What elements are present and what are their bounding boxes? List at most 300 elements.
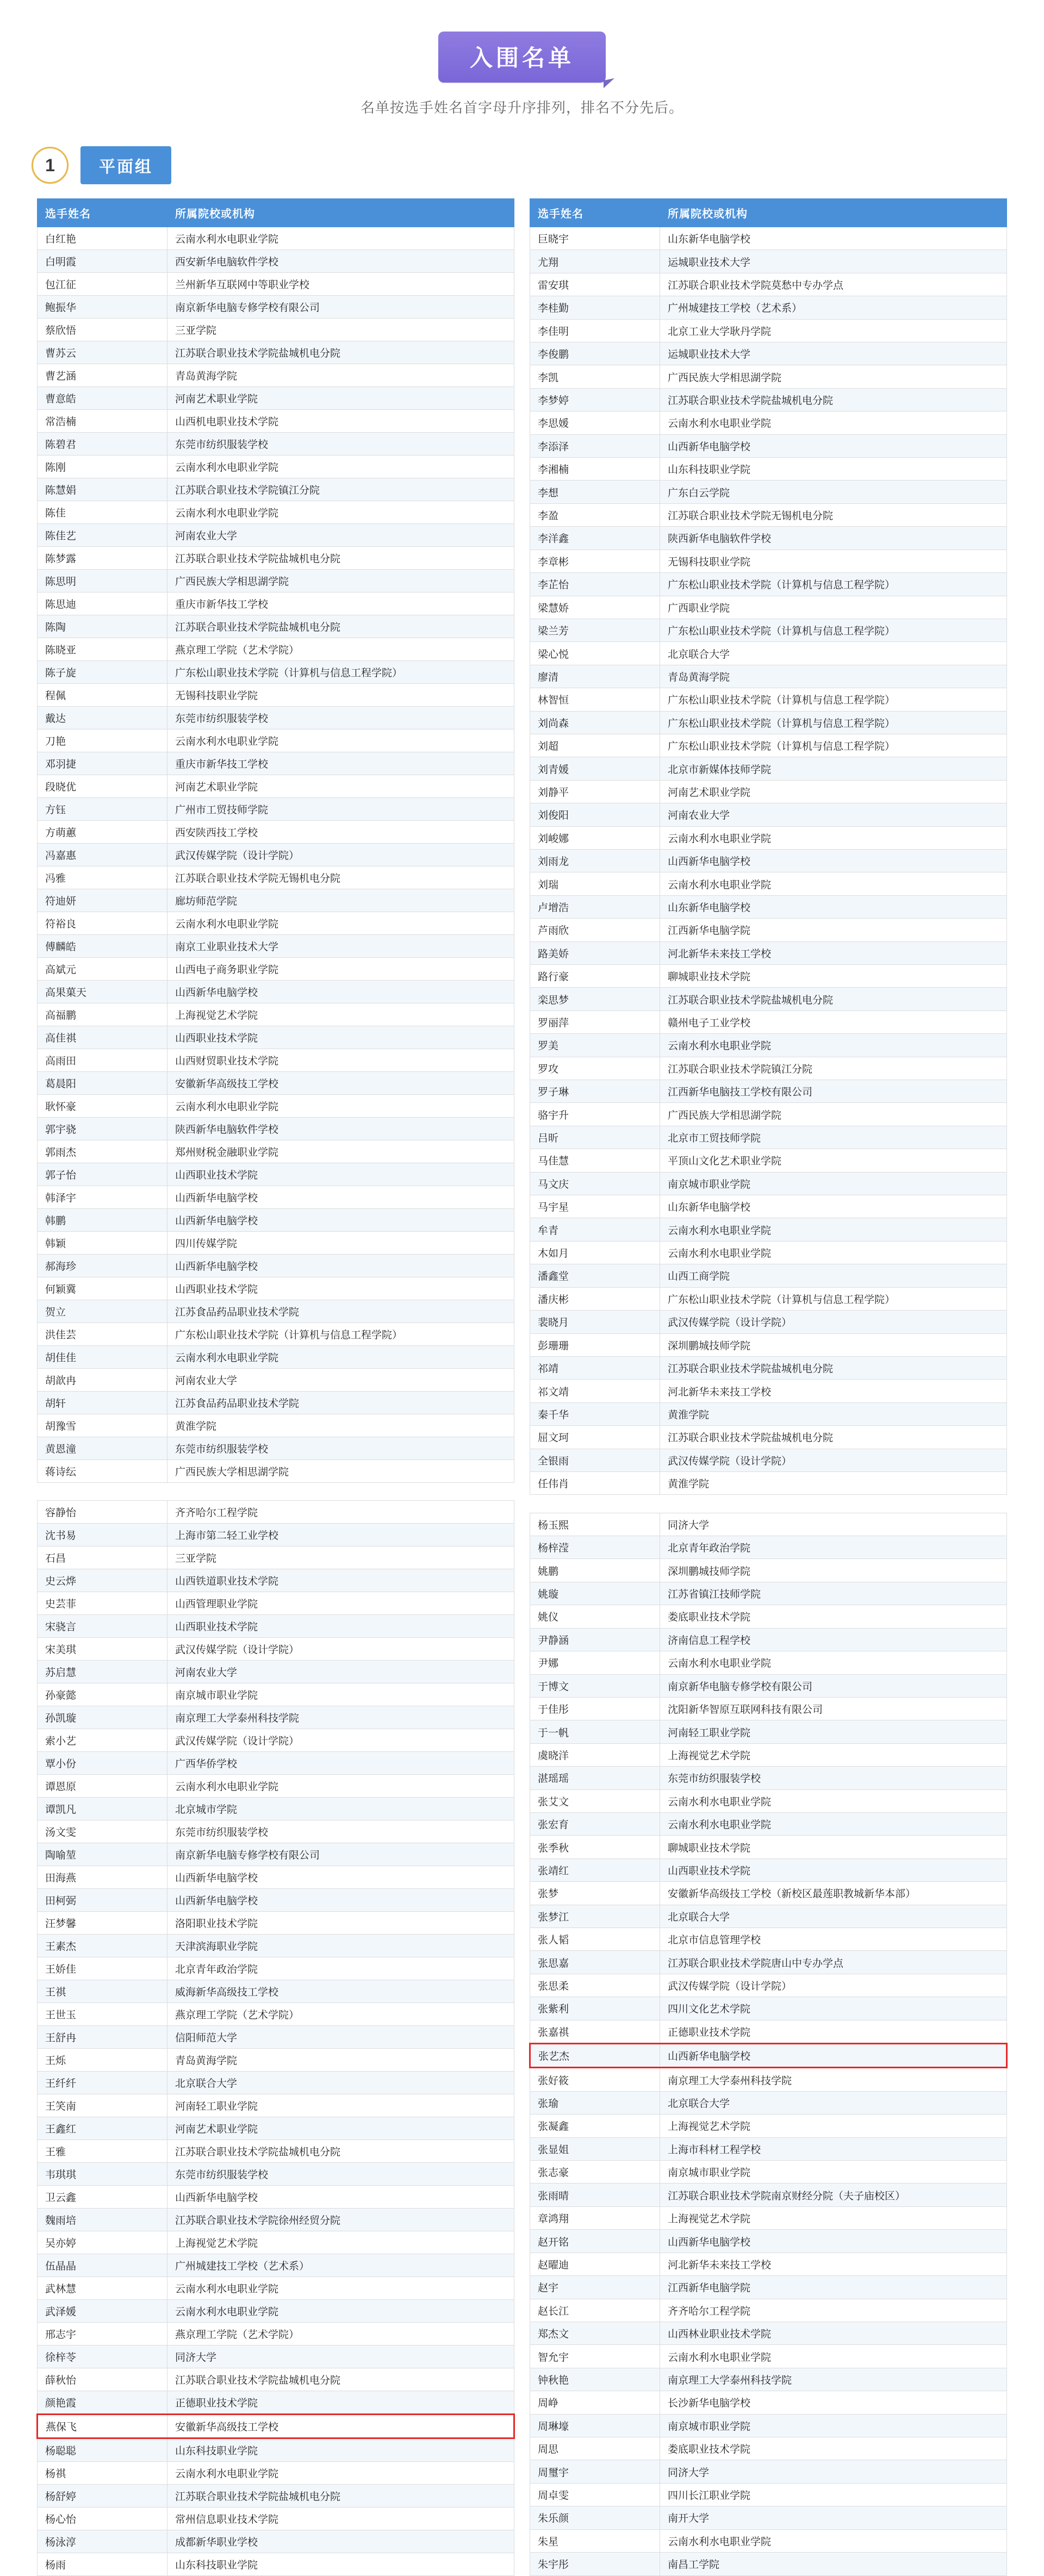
table-row — [38, 1118, 514, 1140]
cell-org: 东莞市纺织服装学校 — [167, 1820, 514, 1843]
cell-name: 马佳慧 — [530, 1149, 660, 1172]
cell-org: 云南水利水电职业学院 — [167, 1346, 514, 1369]
cell-org: 上海视觉艺术学院 — [660, 1743, 1007, 1766]
table-row — [38, 2300, 514, 2323]
cell-name: 张宏育 — [530, 1812, 660, 1835]
cell-name: 田柯弼 — [38, 1889, 167, 1912]
table-row — [530, 1951, 1007, 1974]
table-row — [38, 1752, 514, 1775]
cell-name: 屈文珂 — [530, 1426, 660, 1449]
table-row — [38, 638, 514, 661]
cell-name: 王笑南 — [38, 2094, 167, 2117]
cell-org: 黄淮学院 — [660, 1471, 1007, 1494]
cell-org: 安徽新华高级技工学校（新校区最莲职教城新华本部） — [660, 1882, 1007, 1905]
table-row — [38, 2277, 514, 2300]
table-row — [530, 2161, 1007, 2184]
cell-org: 云南水利水电职业学院 — [660, 872, 1007, 895]
table-row — [38, 1935, 514, 1957]
cell-org: 云南水利水电职业学院 — [660, 1218, 1007, 1241]
cell-org: 山西新华电脑学校 — [167, 1889, 514, 1912]
table-row — [530, 619, 1007, 641]
table-row — [530, 642, 1007, 665]
table-row — [530, 481, 1007, 503]
table-row — [38, 1346, 514, 1369]
cell-name: 汪梦馨 — [38, 1912, 167, 1935]
cell-org: 云南水利水电职业学院 — [167, 912, 514, 935]
table-row — [38, 2346, 514, 2368]
table-row — [530, 2506, 1007, 2529]
cell-org: 山西林业职业技术学院 — [660, 2322, 1007, 2344]
cell-org: 江西新华电脑学院 — [660, 919, 1007, 941]
cell-org: 陕西新华电脑软件学校 — [167, 1118, 514, 1140]
table-row — [38, 1729, 514, 1752]
cell-name: 李想 — [530, 481, 660, 503]
cell-org: 河北新华未来技工学校 — [660, 1380, 1007, 1402]
cell-name: 容静怡 — [38, 1501, 167, 1524]
table-row — [38, 547, 514, 570]
cell-org: 赣州电子工业学校 — [660, 1011, 1007, 1033]
cell-org: 云南水利水电职业学院 — [660, 1789, 1007, 1812]
cell-name: 虞晓洋 — [530, 1743, 660, 1766]
cell-org: 山西新华电脑学校 — [167, 1255, 514, 1277]
cell-org: 江苏联合职业技术学院唐山中专办学点 — [660, 1951, 1007, 1974]
table-row — [38, 1026, 514, 1049]
cell-name: 廖清 — [530, 665, 660, 688]
cell-org: 沈阳新华智原互联网科技有限公司 — [660, 1697, 1007, 1720]
cell-name: 耿怀豪 — [38, 1095, 167, 1118]
table-header-row — [530, 199, 1007, 227]
roster-body-right — [530, 227, 1007, 2576]
table-row — [530, 919, 1007, 941]
cell-name: 段晓优 — [38, 775, 167, 798]
cell-name: 陈刚 — [38, 456, 167, 478]
cell-name: 魏雨培 — [38, 2209, 167, 2231]
table-row — [530, 365, 1007, 388]
cell-org: 无锡科技职业学院 — [167, 684, 514, 707]
cell-org: 北京青年政治学院 — [167, 1957, 514, 1980]
group-number-badge: 1 — [32, 147, 69, 184]
table-row — [38, 296, 514, 319]
table-row — [38, 1255, 514, 1277]
table-row — [38, 478, 514, 501]
table-row — [530, 757, 1007, 780]
cell-name: 武泽媛 — [38, 2300, 167, 2323]
cell-org: 南京城市职业学院 — [660, 2414, 1007, 2437]
cell-name: 张凝鑫 — [530, 2115, 660, 2137]
table-row — [38, 1775, 514, 1798]
table-row — [38, 2209, 514, 2231]
cell-name: 鲍振华 — [38, 296, 167, 319]
cell-name: 王雅 — [38, 2140, 167, 2163]
page-subtitle: 名单按选手姓名首字母升序排列，排名不分先后。 — [360, 99, 683, 116]
cell-org: 北京城市学院 — [167, 1798, 514, 1820]
table-row — [530, 1882, 1007, 1905]
cell-org: 黄淮学院 — [167, 1414, 514, 1437]
cell-org: 燕京理工学院（艺术学院） — [167, 2003, 514, 2026]
table-row — [530, 1011, 1007, 1033]
cell-name: 葛晨阳 — [38, 1072, 167, 1095]
table-row — [530, 2091, 1007, 2114]
table-row — [38, 1980, 514, 2003]
table-row — [38, 1706, 514, 1729]
cell-name: 杨祺 — [38, 2462, 167, 2485]
cell-org: 廊坊师范学院 — [167, 889, 514, 912]
table-row — [38, 1546, 514, 1569]
cell-org: 云南水利水电职业学院 — [167, 2300, 514, 2323]
cell-org: 江苏联合职业技术学院盐城机电分院 — [167, 2368, 514, 2391]
cell-org: 东莞市纺织服装学校 — [167, 1437, 514, 1460]
cell-org: 河南艺术职业学院 — [167, 775, 514, 798]
table-row — [38, 456, 514, 478]
cell-name: 于一帆 — [530, 1720, 660, 1743]
table-row — [530, 2299, 1007, 2322]
column-header-org: 所属院校或机构 — [660, 199, 1007, 227]
table-row — [38, 615, 514, 638]
table-row — [38, 2485, 514, 2508]
table-row — [38, 1414, 514, 1437]
cell-name: 洪佳芸 — [38, 1323, 167, 1346]
table-row — [38, 1186, 514, 1209]
cell-name: 刘尚森 — [530, 711, 660, 734]
cell-name: 朱星 — [530, 2529, 660, 2552]
cell-name: 杨聪聪 — [38, 2438, 167, 2462]
table-row — [530, 988, 1007, 1011]
cell-org: 江苏联合职业技术学院盐城机电分院 — [167, 547, 514, 570]
table-row — [38, 1524, 514, 1546]
cell-org: 江苏联合职业技术学院盐城机电分院 — [660, 388, 1007, 411]
table-row — [38, 1003, 514, 1026]
cell-org: 南京新华电脑专修学校有限公司 — [167, 1843, 514, 1866]
table-row — [38, 2415, 514, 2438]
cell-org: 河北新华未来技工学校 — [660, 941, 1007, 964]
cell-org: 上海视觉艺术学院 — [167, 2231, 514, 2254]
cell-name: 周思 — [530, 2437, 660, 2460]
table-row — [38, 2368, 514, 2391]
cell-org: 北京市工贸技师学院 — [660, 1126, 1007, 1149]
cell-org: 三亚学院 — [167, 319, 514, 341]
cell-org: 云南水利水电职业学院 — [167, 2462, 514, 2485]
cell-name: 李俊鹏 — [530, 342, 660, 365]
table-row — [38, 1866, 514, 1889]
cell-org: 山西管理职业学院 — [167, 1592, 514, 1615]
cell-name: 吕昕 — [530, 1126, 660, 1149]
table-row — [38, 752, 514, 775]
table-row — [530, 2368, 1007, 2391]
cell-name: 张好筱 — [530, 2068, 660, 2091]
table-row — [38, 2072, 514, 2094]
cell-name: 陈思明 — [38, 570, 167, 592]
cell-org: 南京城市职业学院 — [660, 2161, 1007, 2184]
cell-org: 四川传媒学院 — [167, 1232, 514, 1255]
cell-name: 吴亦婷 — [38, 2231, 167, 2254]
cell-name: 宋美琪 — [38, 1638, 167, 1661]
cell-org: 广西民族大学相思湖学院 — [660, 365, 1007, 388]
cell-name: 贺立 — [38, 1300, 167, 1323]
table-row — [530, 780, 1007, 803]
table-row — [38, 1460, 514, 1483]
cell-name: 冯雅 — [38, 866, 167, 889]
cell-name: 李思媛 — [530, 411, 660, 434]
table-row — [530, 1559, 1007, 1582]
table-row — [530, 1651, 1007, 1674]
table-row — [530, 1057, 1007, 1080]
table-row — [38, 2553, 514, 2576]
cell-name: 索小艺 — [38, 1729, 167, 1752]
table-row — [38, 1049, 514, 1072]
cell-name: 巨晓宇 — [530, 227, 660, 250]
cell-org: 西安陕西技工学校 — [167, 821, 514, 844]
table-row — [530, 2391, 1007, 2414]
table-row — [530, 1905, 1007, 1928]
title-banner-wrap — [0, 32, 1044, 83]
table-row — [530, 1218, 1007, 1241]
cell-org: 云南水利水电职业学院 — [167, 456, 514, 478]
cell-name: 张艺杰 — [530, 2044, 660, 2068]
cell-name: 周卓雯 — [530, 2483, 660, 2506]
cell-org: 聊城职业技术学院 — [660, 1836, 1007, 1858]
table-row — [38, 1095, 514, 1118]
cell-org: 山西机电职业技术学院 — [167, 410, 514, 433]
table-row — [530, 1471, 1007, 1494]
cell-name: 刘超 — [530, 734, 660, 757]
table-row — [38, 2530, 514, 2553]
cell-name: 潘鑫堂 — [530, 1264, 660, 1287]
cell-org: 南京理工大学泰州科技学院 — [660, 2068, 1007, 2091]
cell-name: 郝海珍 — [38, 1255, 167, 1277]
cell-name: 周峥 — [530, 2391, 660, 2414]
cell-name: 木如月 — [530, 1241, 660, 1264]
cell-org: 江苏联合职业技术学院镇江分院 — [167, 478, 514, 501]
cell-name: 罗美 — [530, 1034, 660, 1057]
cell-name: 伍晶晶 — [38, 2254, 167, 2277]
table-row — [38, 958, 514, 981]
cell-org: 河南农业大学 — [167, 1369, 514, 1392]
cell-org: 东莞市纺织服装学校 — [167, 433, 514, 456]
cell-name: 韩颖 — [38, 1232, 167, 1255]
table-row — [530, 1195, 1007, 1218]
cell-org: 河南艺术职业学院 — [660, 780, 1007, 803]
cell-org: 河南农业大学 — [167, 524, 514, 547]
cell-name: 高福鹏 — [38, 1003, 167, 1026]
cell-org: 北京工业大学耿丹学院 — [660, 319, 1007, 342]
cell-name: 曹意皓 — [38, 387, 167, 410]
cell-name: 胡歆冉 — [38, 1369, 167, 1392]
cell-org: 北京联合大学 — [660, 2091, 1007, 2114]
table-row — [530, 688, 1007, 711]
cell-name: 胡佳佳 — [38, 1346, 167, 1369]
cell-org: 河南农业大学 — [167, 1661, 514, 1683]
cell-name: 李湘楠 — [530, 458, 660, 481]
cell-org: 三亚学院 — [167, 1546, 514, 1569]
table-row — [38, 684, 514, 707]
table-row — [38, 2163, 514, 2186]
cell-name: 李芷怡 — [530, 573, 660, 596]
cell-name: 李佳明 — [530, 319, 660, 342]
table-row — [38, 1661, 514, 1683]
cell-name: 谭恩原 — [38, 1775, 167, 1798]
table-row — [530, 2529, 1007, 2552]
cell-name: 曹苏云 — [38, 341, 167, 364]
cell-name: 姚璇 — [530, 1582, 660, 1605]
cell-name: 高斌元 — [38, 958, 167, 981]
cell-name: 韩鹏 — [38, 1209, 167, 1232]
cell-org: 运城职业技术大学 — [660, 342, 1007, 365]
table-row — [530, 1767, 1007, 1789]
table-row — [530, 2345, 1007, 2368]
cell-org: 山西新华电脑学校 — [167, 981, 514, 1003]
cell-name: 方萌蕙 — [38, 821, 167, 844]
cell-name: 于博文 — [530, 1674, 660, 1697]
cell-org: 广西职业学院 — [660, 596, 1007, 619]
cell-name: 符裕良 — [38, 912, 167, 935]
cell-name: 陈碧君 — [38, 433, 167, 456]
table-row — [38, 889, 514, 912]
table-row — [530, 2460, 1007, 2483]
table-row — [530, 1426, 1007, 1449]
cell-org: 山西财贸职业技术学院 — [167, 1049, 514, 1072]
cell-org: 四川长江职业学院 — [660, 2483, 1007, 2506]
table-row — [530, 1812, 1007, 1835]
cell-org: 武汉传媒学院（设计学院） — [660, 1311, 1007, 1333]
cell-name: 孙豪懿 — [38, 1683, 167, 1706]
table-row — [38, 661, 514, 684]
table-row — [530, 895, 1007, 918]
cell-name: 赵曜迪 — [530, 2253, 660, 2275]
table-row — [38, 2231, 514, 2254]
cell-name: 孙凯璇 — [38, 1706, 167, 1729]
cell-name: 冯嘉惠 — [38, 844, 167, 866]
table-row — [530, 2276, 1007, 2299]
cell-name: 卢增浩 — [530, 895, 660, 918]
cell-org: 安徽新华高级技工学校 — [167, 2415, 514, 2438]
table-row — [530, 1858, 1007, 1881]
table-row — [530, 2230, 1007, 2253]
cell-name: 胡轩 — [38, 1392, 167, 1414]
cell-name: 汤文雯 — [38, 1820, 167, 1843]
cell-org: 上海市科材工程学校 — [660, 2137, 1007, 2160]
table-row — [38, 1277, 514, 1300]
cell-name: 张思嘉 — [530, 1951, 660, 1974]
cell-name: 朱乐颜 — [530, 2506, 660, 2529]
cell-org: 北京联合大学 — [167, 2072, 514, 2094]
cell-name: 王娇佳 — [38, 1957, 167, 1980]
cell-org: 广西民族大学相思湖学院 — [660, 1103, 1007, 1126]
cell-name: 全银雨 — [530, 1449, 660, 1471]
cell-org: 青岛黄海学院 — [167, 2049, 514, 2072]
column-header-name: 选手姓名 — [38, 199, 167, 227]
cell-org: 山西铁道职业技术学院 — [167, 1569, 514, 1592]
cell-name: 牟青 — [530, 1218, 660, 1241]
cell-name: 骆宇升 — [530, 1103, 660, 1126]
cell-org: 江苏联合职业技术学院莫愁中专办学点 — [660, 273, 1007, 296]
cell-name: 罗丽萍 — [530, 1011, 660, 1033]
table-row — [530, 941, 1007, 964]
table-row — [530, 1380, 1007, 1402]
cell-name: 张紫利 — [530, 1997, 660, 2020]
cell-name: 宋骁言 — [38, 1615, 167, 1638]
cell-org: 江苏联合职业技术学院盐城机电分院 — [660, 1356, 1007, 1379]
cell-name: 苏启慧 — [38, 1661, 167, 1683]
cell-org: 云南水利水电职业学院 — [660, 1034, 1007, 1057]
table-row — [530, 1264, 1007, 1287]
cell-org: 山西职业技术学院 — [167, 1163, 514, 1186]
table-row — [38, 1843, 514, 1866]
table-row — [530, 2137, 1007, 2160]
table-row — [38, 729, 514, 752]
cell-name: 罗攻 — [530, 1057, 660, 1080]
table-row — [38, 1912, 514, 1935]
cell-name: 于佳彤 — [530, 1697, 660, 1720]
cell-name: 祁文靖 — [530, 1380, 660, 1402]
column-header-org: 所属院校或机构 — [167, 199, 514, 227]
cell-name: 张季秋 — [530, 1836, 660, 1858]
cell-name: 韩泽宇 — [38, 1186, 167, 1209]
cell-org: 信阳师范大学 — [167, 2026, 514, 2049]
cell-org: 江西新华电脑技工学校有限公司 — [660, 1080, 1007, 1103]
cell-name: 杨心怡 — [38, 2508, 167, 2530]
cell-org: 云南水利水电职业学院 — [167, 227, 514, 250]
cell-name: 梁心悦 — [530, 642, 660, 665]
cell-org: 重庆市新华技工学校 — [167, 592, 514, 615]
cell-name: 王舒冉 — [38, 2026, 167, 2049]
cell-name: 程佩 — [38, 684, 167, 707]
cell-org: 无锡科技职业学院 — [660, 550, 1007, 572]
table-row — [38, 1889, 514, 1912]
cell-org: 成都新华职业学校 — [167, 2530, 514, 2553]
cell-org: 山西职业技术学院 — [167, 1277, 514, 1300]
cell-org: 广东松山职业技术学院（计算机与信息工程学院） — [660, 619, 1007, 641]
table-row — [530, 1449, 1007, 1471]
table-row — [530, 2437, 1007, 2460]
cell-name: 颜艳霞 — [38, 2391, 167, 2415]
cell-org: 江苏联合职业技术学院盐城机电分院 — [167, 2140, 514, 2163]
table-row — [38, 410, 514, 433]
cell-org: 江苏联合职业技术学院南京财经分院（夫子庙校区） — [660, 2184, 1007, 2206]
table-row — [38, 1392, 514, 1414]
cell-org: 青岛黄海学院 — [167, 364, 514, 387]
cell-name: 蔡欣悟 — [38, 319, 167, 341]
cell-name: 张人韬 — [530, 1928, 660, 1950]
cell-name: 杨梓滢 — [530, 1536, 660, 1559]
cell-org: 广东松山职业技术学院（计算机与信息工程学院） — [660, 688, 1007, 711]
table-row — [38, 227, 514, 250]
cell-name: 包江征 — [38, 273, 167, 296]
cell-name: 李桂勤 — [530, 296, 660, 319]
table-row — [530, 2322, 1007, 2344]
cell-name: 赵长江 — [530, 2299, 660, 2322]
cell-org: 南京城市职业学院 — [660, 1172, 1007, 1195]
cell-name: 戴达 — [38, 707, 167, 729]
table-row — [38, 844, 514, 866]
cell-name: 傅麟皓 — [38, 935, 167, 958]
table-row — [38, 1323, 514, 1346]
table-row — [530, 596, 1007, 619]
table-row — [530, 1789, 1007, 1812]
table-row — [38, 2186, 514, 2209]
table-row — [530, 527, 1007, 550]
table-row — [530, 273, 1007, 296]
cell-name: 张志豪 — [530, 2161, 660, 2184]
cell-org: 东莞市纺织服装学校 — [660, 1767, 1007, 1789]
cell-org: 南京工业职业技术大学 — [167, 935, 514, 958]
cell-org: 江苏联合职业技术学院徐州经贸分院 — [167, 2209, 514, 2231]
table-row — [38, 1501, 514, 1524]
table-row — [38, 2003, 514, 2026]
cell-org: 江苏联合职业技术学院镇江分院 — [660, 1057, 1007, 1080]
table-row — [38, 2438, 514, 2462]
cell-org: 威海新华高级技工学校 — [167, 1980, 514, 2003]
cell-org: 云南水利水电职业学院 — [167, 1095, 514, 1118]
